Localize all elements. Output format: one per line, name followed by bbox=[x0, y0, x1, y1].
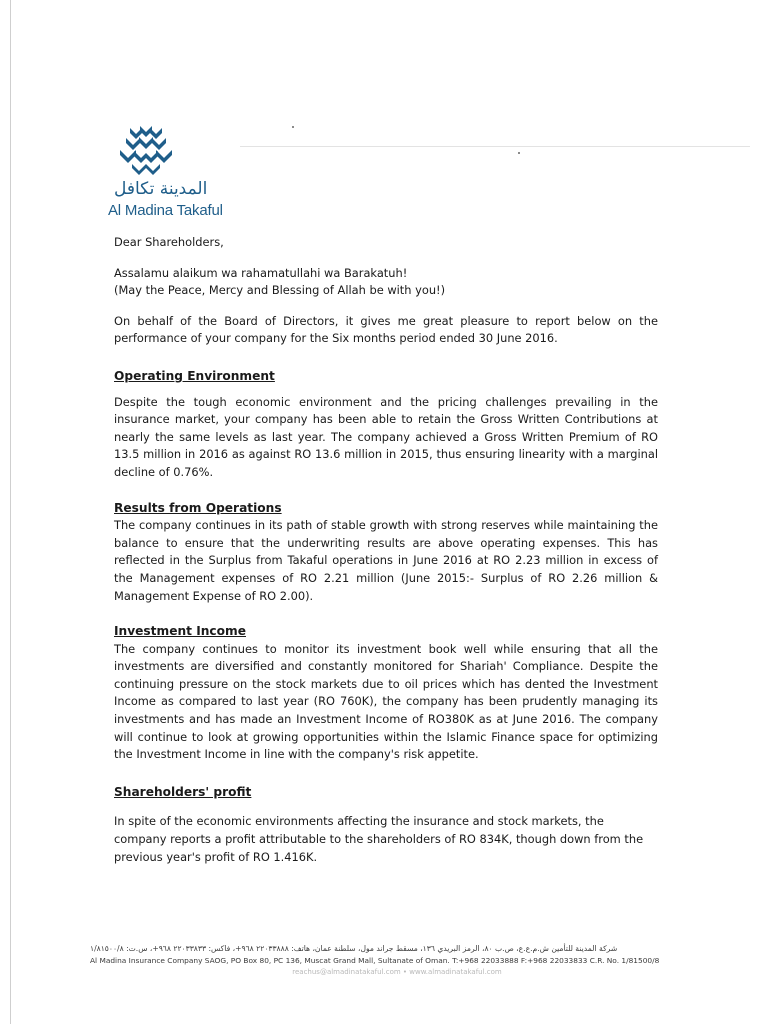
letterhead-footer bbox=[90, 944, 704, 976]
section-heading-shareholders-profit: Shareholders' profit bbox=[114, 784, 252, 799]
scan-edge-line bbox=[10, 0, 11, 1024]
section-body-shareholders-profit: In spite of the economic environments affecting the insurance and stock markets, the company reports a profit attributable to the shareholders of RO 834K, though down from the previous year's profit of RO 1.416K. bbox=[114, 814, 644, 864]
section-heading-results-from-operations: Results from Operations bbox=[114, 500, 282, 515]
section-body-investment-income: The company continues to monitor its investment book well while ensuring that all the investments are diversified and constantly monitored for Shariah' Compliance. Despite the continuing pressure on the stock markets due to oil prices which has dented the Investment Income as compared to last year (RO 760K), the company has been prudently managing its investments and has made an Investment Income of RO380K as at June 2016. The company will continue to look at growing opportunities within the Islamic Finance space for optimizing the Investment Income in line with the company's risk appetite. bbox=[114, 641, 658, 762]
footer-contact-web: reachus@almadinatakaful.com • www.almadinatakaful.com bbox=[292, 968, 502, 976]
shareholder-letter bbox=[114, 234, 658, 884]
al-madina-takaful-logo-icon bbox=[116, 124, 176, 178]
greeting: Assalamu alaikum wa rahamatullahi wa Barakatuh! bbox=[114, 265, 408, 280]
logo-arabic-name: المدينة تكافل bbox=[114, 179, 208, 199]
footer-english-address: Al Madina Insurance Company SAOG, PO Box 80, PC 136, Muscat Grand Mall, Sultanate of Oman. T:+968 22033888 F:+968 22033833 C.R. No. 1/81500/8 bbox=[90, 956, 660, 965]
company-logo bbox=[108, 124, 228, 224]
footer-arabic-address: شركة المدينة للتأمين ش.م.ع.ع، ص.ب ٨٠، الرمز البريدي ١٣٦، مسقط جراند مول، سلطنة عمان، هاتف: ٢٢٠٣٣٨٨٨ ٩٦٨+، فاكس: ٢٢٠٣٣٨٣٣ ٩٦٨+، س.ت: ١/٨١٥٠٠/٨ bbox=[90, 944, 618, 953]
scan-speck bbox=[518, 152, 520, 154]
section-heading-investment-income: Investment Income bbox=[114, 624, 246, 639]
section-body-results-from-operations: The company continues in its path of stable growth with strong reserves while maintaining the balance to ensure that the underwriting results are above operating expenses. This has reflected in the Surplus from Takaful operations in June 2016 at RO 2.23 million in excess of the Management expenses of RO 2.21 million (June 2015:- Surplus of RO 2.26 million & Management Expense of RO 2.00). bbox=[114, 518, 658, 603]
section-body-operating-environment: Despite the tough economic environment and the pricing challenges prevailing in the insurance market, your company has been able to retain the Gross Written Contributions at nearly the same levels as last year. The company achieved a Gross Written Premium of RO 13.5 million in 2016 as against RO 13.6 million in 2015, thus ensuring linearity with a marginal decline of 0.76%. bbox=[114, 394, 658, 479]
intro-paragraph: On behalf of the Board of Directors, it gives me great pleasure to report below on the performance of your company for the Six months period ended 30 June 2016. bbox=[114, 313, 658, 346]
header-rule bbox=[240, 146, 750, 147]
greeting-translation: (May the Peace, Mercy and Blessing of Allah be with you!) bbox=[114, 283, 446, 298]
section-heading-operating-environment: Operating Environment bbox=[114, 368, 275, 383]
salutation: Dear Shareholders, bbox=[114, 235, 224, 249]
logo-english-name: Al Madina Takaful bbox=[108, 202, 223, 219]
scan-speck bbox=[292, 126, 294, 128]
